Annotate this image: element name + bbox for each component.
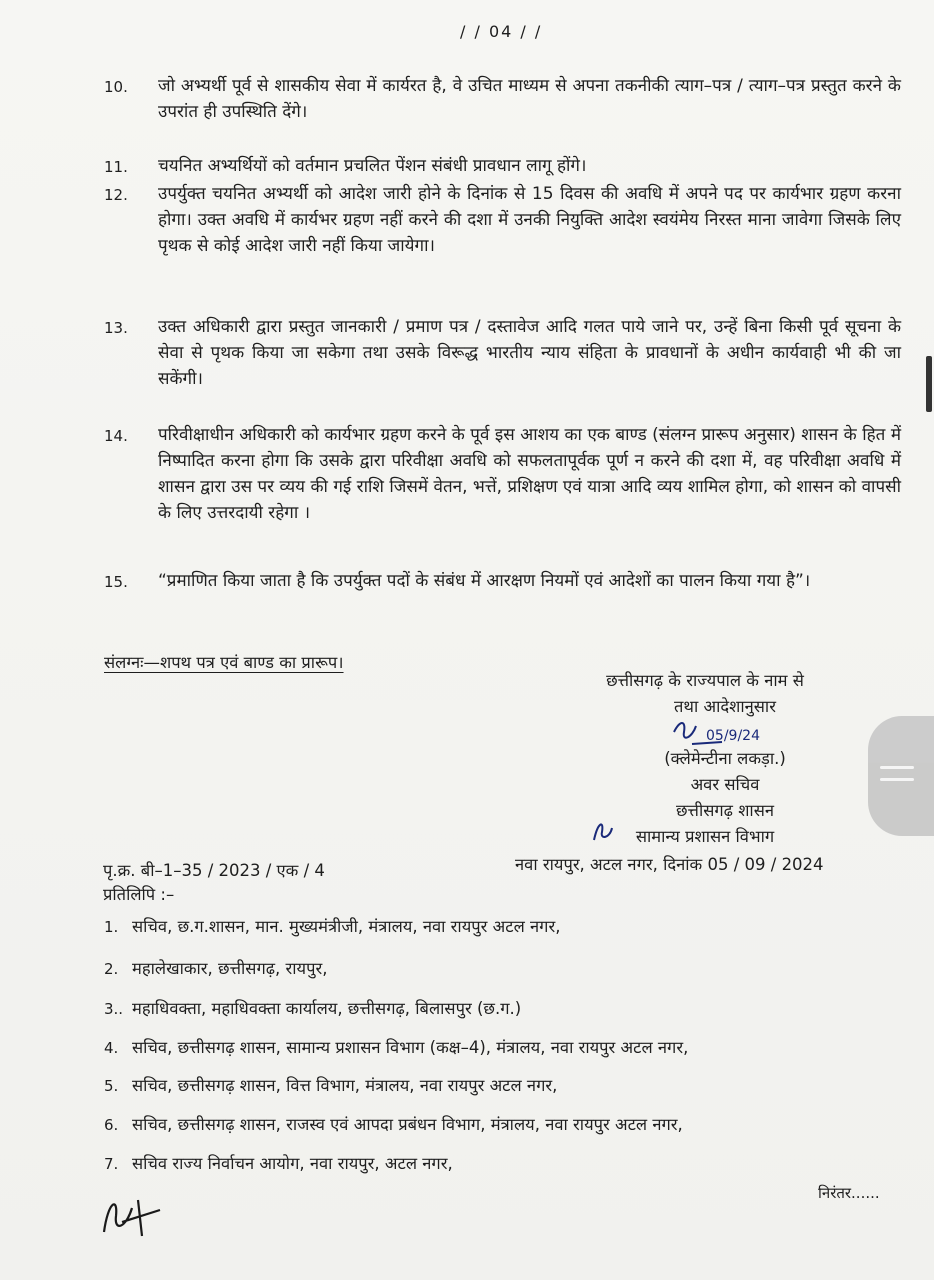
continued-note: निरंतर......	[818, 1184, 880, 1202]
page-number: / / 04 / /	[460, 22, 543, 41]
copy-item-text: सचिव राज्य निर्वाचन आयोग, नवा रायपुर, अटल नगर,	[132, 1154, 453, 1173]
paragraph-text: जो अभ्यर्थी पूर्व से शासकीय सेवा में कार्यरत है, वे उचित माध्यम से अपना तकनीकी त्याग–पत्र / त्याग–पत्र प्रस्तुत करने के उपरांत ही उपस्थिति देंगे।	[158, 76, 901, 122]
paragraph-text: चयनित अभ्यर्थियों को वर्तमान प्रचलित पेंशन संबंधी प्रावधान लागू होंगे।	[158, 156, 587, 176]
place-and-date: नवा रायपुर, अटल नगर, दिनांक 05 / 09 / 2024	[515, 855, 824, 874]
paragraph-number: 12.	[104, 186, 128, 204]
paragraph-text: “प्रमाणित किया जाता है कि उपर्युक्त पदों के संबंध में आरक्षण नियमों एवं आदेशों का पालन किया गया है”।	[158, 571, 811, 591]
enclosure-note: संलग्नः—शपथ पत्र एवं बाण्ड का प्रारूप।	[104, 653, 344, 672]
paragraph-number: 13.	[104, 319, 128, 337]
handwritten-initials	[98, 1192, 168, 1240]
paragraph-text: उक्त अधिकारी द्वारा प्रस्तुत जानकारी / प्रमाण पत्र / दस्तावेज आदि गलत पाये जाने पर, उन्हें बिना किसी पूर्व सूचना के सेवा से पृथक किया जा सकेगा तथा उसके विरूद्ध भारतीय न्याय संहिता के प्रावधानों के अधीन कार्यवाही भी की जा सकेंगी।	[158, 317, 901, 389]
copy-item-number: 7.	[104, 1155, 119, 1173]
edge-mark	[926, 356, 932, 412]
signatory-government: छत्तीसगढ़ शासन	[675, 801, 775, 820]
handwritten-date: 05/9/24	[706, 728, 760, 744]
copy-to-heading: प्रतिलिपि :–	[103, 885, 175, 904]
signatory-name: (क्लेमेन्टीना लकड़ा.)	[664, 749, 786, 768]
copy-item-text: महाधिवक्ता, महाधिवक्ता कार्यालय, छत्तीसगढ़, बिलासपुर (छ.ग.)	[132, 999, 522, 1018]
paragraph-number: 10.	[104, 78, 128, 96]
signatory-department: सामान्य प्रशासन विभाग	[635, 827, 775, 846]
signature-line-governor: छत्तीसगढ़ के राज्यपाल के नाम से	[606, 671, 804, 690]
copy-item-text: सचिव, छत्तीसगढ़ शासन, सामान्य प्रशासन विभाग (कक्ष–4), मंत्रालय, नवा रायपुर अटल नगर,	[132, 1038, 689, 1057]
copy-item-text: सचिव, छत्तीसगढ़ शासन, राजस्व एवं आपदा प्रबंधन विभाग, मंत्रालय, नवा रायपुर अटल नगर,	[132, 1115, 683, 1134]
menu-icon-bar	[880, 766, 914, 769]
copy-item-number: 2.	[104, 960, 119, 978]
paragraph-number: 11.	[104, 158, 128, 176]
copy-item-number: 1.	[104, 918, 119, 936]
copy-item-number: 5.	[104, 1077, 119, 1095]
copy-item-text: महालेखाकार, छत्तीसगढ़, रायपुर,	[132, 959, 328, 978]
menu-icon-bar	[880, 778, 914, 781]
paragraph-number: 15.	[104, 573, 128, 591]
paragraph-text: उपर्युक्त चयनित अभ्यर्थी को आदेश जारी होने के दिनांक से 15 दिवस की अवधि में अपने पद पर कार्यभार ग्रहण करना होगा। उक्त अवधि में कार्यभर ग्रहण नहीं करने की दशा में उनकी नियुक्ति आदेश स्वयंमेय निरस्त माना जावेगा जिसके लिए पृथक से कोई आदेश जारी नहीं किया जायेगा।	[158, 184, 901, 256]
copy-item-number: 6.	[104, 1116, 119, 1134]
viewer-menu-handle[interactable]	[868, 716, 934, 836]
signature-line-order: तथा आदेशानुसार	[674, 697, 776, 716]
copy-item-text: सचिव, छ.ग.शासन, मान. मुख्यमंत्रीजी, मंत्रालय, नवा रायपुर अटल नगर,	[132, 917, 561, 936]
copy-item-number: 3..	[104, 1000, 124, 1018]
signatory-designation: अवर सचिव	[690, 775, 760, 794]
paragraph-number: 14.	[104, 427, 128, 445]
reference-number: पृ.क्र. बी–1–35 / 2023 / एक / 4	[103, 861, 325, 880]
copy-item-number: 4.	[104, 1039, 119, 1057]
copy-item-text: सचिव, छत्तीसगढ़ शासन, वित्त विभाग, मंत्रालय, नवा रायपुर अटल नगर,	[132, 1076, 558, 1095]
paragraph-text: परिवीक्षाधीन अधिकारी को कार्यभार ग्रहण करने के पूर्व इस आशय का एक बाण्ड (संलग्न प्रारूप अनुसार) शासन के हित में निष्पादित करना होगा कि उसके द्वारा परिवीक्षा अवधि को सफलतापूर्वक पूर्ण न करने की दशा में, वह परिवीक्षा अवधि में शासन द्वारा उस पर व्यय की गई राशि जिसमें वेतन, भत्तें, प्रशिक्षण एवं यात्रा आदि व्यय शामिल होगा, को शासन को वापसी के लिए उत्तरदायी रहेगा ।	[158, 425, 901, 523]
